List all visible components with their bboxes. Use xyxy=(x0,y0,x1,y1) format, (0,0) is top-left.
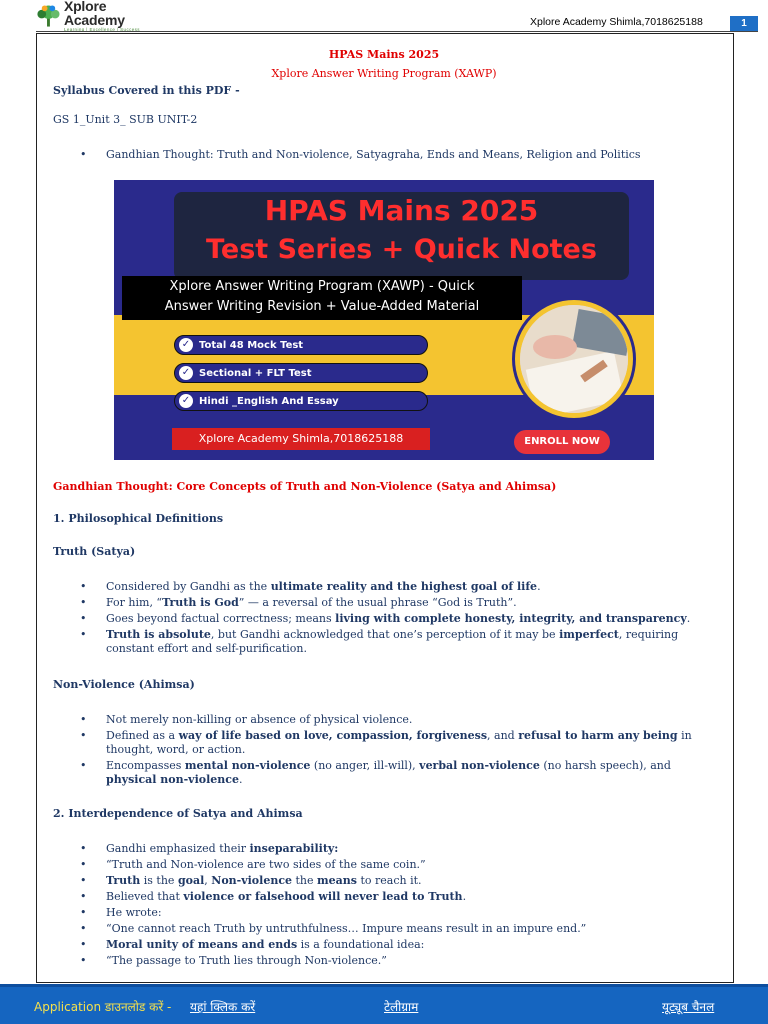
list-item: • Defined as a way of life based on love, compassion, forgiveness, and refusal to harm any being in thought, word, or action. xyxy=(80,729,710,757)
document-subtitle: Xplore Answer Writing Program (XAWP) xyxy=(271,67,497,80)
ahimsa-heading: Non-Violence (Ahimsa) xyxy=(53,678,195,691)
list-item: • Gandhi emphasized their inseparability: xyxy=(80,842,710,856)
banner-contact: Xplore Academy Shimla,7018625188 xyxy=(172,428,430,450)
banner-feature: ✓ Hindi _English And Essay xyxy=(174,391,428,411)
writing-photo xyxy=(520,305,628,413)
banner-feature: ✓ Sectional + FLT Test xyxy=(174,363,428,383)
syllabus-label: Syllabus Covered in this PDF - xyxy=(53,84,240,97)
banner-description-line2: Answer Writing Revision + Value-Added Material xyxy=(164,299,480,314)
footer-app-text: Application डाउनलोड करें - xyxy=(34,1000,172,1014)
list-item: • Considered by Gandhi as the ultimate reality and the highest goal of life. xyxy=(80,580,710,594)
list-item: • Truth is absolute, but Gandhi acknowledged that one’s perception of it may be imperfect, requiring constant effort and self-purification. xyxy=(80,628,710,656)
section-heading: Gandhian Thought: Core Concepts of Truth and Non-Violence (Satya and Ahimsa) xyxy=(53,480,557,493)
sec1-heading: 1. Philosophical Definitions xyxy=(53,512,224,525)
promo-banner[interactable] xyxy=(114,180,654,460)
youtube-channel-link[interactable]: यूट्यूब चैनल xyxy=(662,1000,715,1014)
banner-feature: ✓ Total 48 Mock Test xyxy=(174,335,428,355)
list-item: • Goes beyond factual correctness; means living with complete honesty, integrity, and transparency. xyxy=(80,612,710,626)
list-item: • “One cannot reach Truth by untruthfulness… Impure means result in an impure end.” xyxy=(80,922,710,936)
header-contact: Xplore Academy Shimla,7018625188 xyxy=(530,16,703,28)
syllabus-topic: • Gandhian Thought: Truth and Non-violence, Satyagraha, Ends and Means, Religion and Politics xyxy=(80,148,710,162)
banner-headline: HPAS Mains 2025 xyxy=(264,194,539,227)
list-item: • For him, “Truth is God” — a reversal of the usual phrase “God is Truth”. xyxy=(80,596,710,610)
banner-description-line1: Xplore Answer Writing Program (XAWP) - Quick xyxy=(169,279,475,294)
page-number-badge: 1 xyxy=(730,16,758,31)
telegram-link[interactable]: टेलीग्राम xyxy=(384,1000,419,1014)
list-item: • He wrote: xyxy=(80,906,710,920)
syllabus-unit: GS 1_Unit 3_ SUB UNIT-2 xyxy=(53,113,198,126)
footer-bar xyxy=(0,984,768,1024)
list-item: • Moral unity of means and ends is a foundational idea: xyxy=(80,938,710,952)
logo-tagline: Learning | Excellence | Success xyxy=(63,27,140,32)
check-icon: ✓ xyxy=(179,394,193,408)
logo-name: Xplore Academy xyxy=(63,0,125,28)
check-icon: ✓ xyxy=(179,366,193,380)
list-item: • “The passage to Truth lies through Non-violence.” xyxy=(80,954,710,968)
academy-logo xyxy=(36,0,166,32)
list-item: • Believed that violence or falsehood will never lead to Truth. xyxy=(80,890,710,904)
truth-heading: Truth (Satya) xyxy=(53,545,136,558)
download-app-link[interactable]: यहां क्लिक करें xyxy=(190,1000,256,1014)
header-divider xyxy=(36,31,758,32)
check-icon: ✓ xyxy=(179,338,193,352)
list-item: • Truth is the goal, Non-violence the means to reach it. xyxy=(80,874,710,888)
document-title: HPAS Mains 2025 xyxy=(328,48,440,61)
ahimsa-list xyxy=(80,713,710,789)
sec2-heading: 2. Interdependence of Satya and Ahimsa xyxy=(53,807,303,820)
page-border xyxy=(36,33,734,983)
interdependence-list xyxy=(80,842,710,970)
syllabus-topic-list xyxy=(80,148,710,164)
truth-list xyxy=(80,580,710,658)
enroll-now-button[interactable]: ENROLL NOW xyxy=(514,430,610,454)
list-item: • “Truth and Non-violence are two sides of the same coin.” xyxy=(80,858,710,872)
list-item: • Encompasses mental non-violence (no anger, ill-will), verbal non-violence (no harsh speech), and physical non-violence. xyxy=(80,759,710,787)
list-item: • Not merely non-killing or absence of physical violence. xyxy=(80,713,710,727)
tree-logo-icon xyxy=(36,4,61,28)
banner-subheadline: Test Series + Quick Notes xyxy=(206,234,597,265)
